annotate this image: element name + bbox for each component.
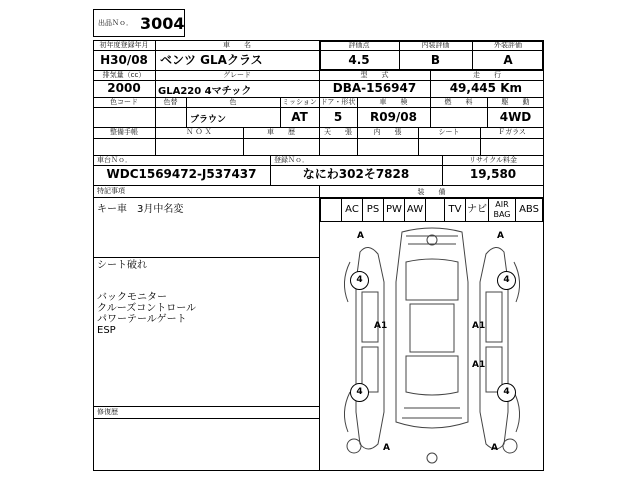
model-label: 型 式: [360, 71, 389, 79]
notes-line-1: キー車 3月中名変: [97, 204, 184, 215]
lot-number-value: 3004: [140, 14, 185, 33]
equip-lead-blank: [320, 198, 342, 222]
plate-label: 登録Ｎｏ．: [274, 156, 309, 164]
tire-rear-right: 4: [497, 383, 516, 402]
equip-aw: AW: [404, 198, 426, 222]
displacement-label: 排気量（cc）: [102, 71, 146, 79]
grade-label: グレード: [223, 71, 251, 79]
recycle-label: リサイクル料金: [468, 156, 518, 164]
damage-rear-left: A: [383, 443, 390, 453]
plate-value: なにわ302そ7828: [302, 167, 410, 181]
score-value: 4.5: [348, 53, 370, 67]
drive-label: 駆 動: [501, 98, 530, 106]
tire-front-right: 4: [497, 271, 516, 290]
model-value: DBA-156947: [332, 81, 417, 95]
equip-ps: PS: [362, 198, 384, 222]
notes-line-4: クルーズコントロール: [97, 303, 196, 314]
inspection-label: 車 検: [379, 98, 408, 106]
color-value: ブラウン: [190, 115, 227, 125]
mission-value: AT: [291, 110, 308, 124]
interior-score-value: B: [430, 53, 441, 67]
equip-pw: PW: [383, 198, 405, 222]
seat-label: シート: [438, 128, 460, 136]
color-label: 色: [229, 98, 237, 106]
reg-date-label: 初年度登録年月: [99, 41, 149, 49]
mission-label: ミッション: [282, 98, 317, 106]
damage-door-left: A1: [374, 321, 388, 331]
notes-line-5: パワーテールゲート: [97, 314, 187, 325]
damage-front-right: A: [497, 231, 504, 241]
equip-airbag: AIR BAG: [488, 198, 516, 222]
mileage-value: 49,445 Km: [449, 81, 522, 95]
damage-rear-quarter-right: A1: [472, 360, 486, 370]
recycle-value: 19,580: [469, 167, 517, 181]
doors-label: ドア・形状: [320, 98, 356, 106]
fuel-label: 燃 料: [444, 98, 473, 106]
displacement-value: 2000: [107, 81, 141, 95]
notes-line-2: シート破れ: [97, 260, 147, 271]
notes-line-6: ESP: [97, 325, 116, 336]
lot-number-box: [93, 9, 185, 37]
exterior-score-value: A: [503, 53, 513, 67]
doors-value: 5: [333, 110, 343, 124]
color-code-label: 色コード: [110, 98, 138, 106]
equip-tv: TV: [444, 198, 466, 222]
vin-value: WDC1569472-J537437: [106, 167, 257, 181]
sunroof-label: 天 張: [324, 128, 352, 136]
tire-front-left: 4: [350, 271, 369, 290]
history-label: 車 歴: [267, 128, 295, 136]
drive-value: 4WD: [499, 110, 532, 124]
inspection-value: R09/08: [369, 110, 418, 124]
equip-ac: AC: [341, 198, 363, 222]
equipment-header: 装 備: [417, 188, 446, 196]
car-name-value: ベンツ GLAクラス: [160, 53, 263, 67]
reg-date-value: H30/08: [100, 53, 148, 67]
interior-score-label: 内装評価: [421, 41, 450, 49]
damage-front-left: A: [357, 231, 364, 241]
damage-rear-right: A: [491, 443, 498, 453]
interior-lining-label: 内 張: [373, 128, 402, 136]
maint-record-label: 整備手帳: [110, 128, 138, 136]
repair-history-label: 修復歴: [97, 408, 118, 416]
equip-abs: ABS: [515, 198, 543, 222]
car-body-diagram: [320, 222, 544, 470]
car-name-label: 車 名: [223, 41, 251, 49]
grade-value: GLA220 4マチック: [158, 86, 252, 97]
lot-number-label: 出品Ｎｏ．: [98, 19, 133, 27]
tire-rear-left: 4: [350, 383, 369, 402]
vin-label: 車台Ｎｏ．: [97, 156, 132, 164]
exterior-score-label: 外装評価: [494, 41, 522, 49]
front-glass-label: Ｆガラス: [498, 128, 526, 136]
mileage-label: 走 行: [473, 71, 501, 79]
color-change-label: 色替: [163, 98, 178, 106]
notes-line-3: バックモニター: [97, 292, 167, 303]
score-label: 評価点: [348, 41, 370, 49]
equip-blank: [425, 198, 445, 222]
equip-navi: ナビ: [465, 198, 489, 222]
damage-door-right: A1: [472, 321, 486, 331]
notes-header: 特記事項: [97, 187, 125, 195]
nox-label: Ｎ Ｏ Ｘ: [186, 128, 212, 136]
